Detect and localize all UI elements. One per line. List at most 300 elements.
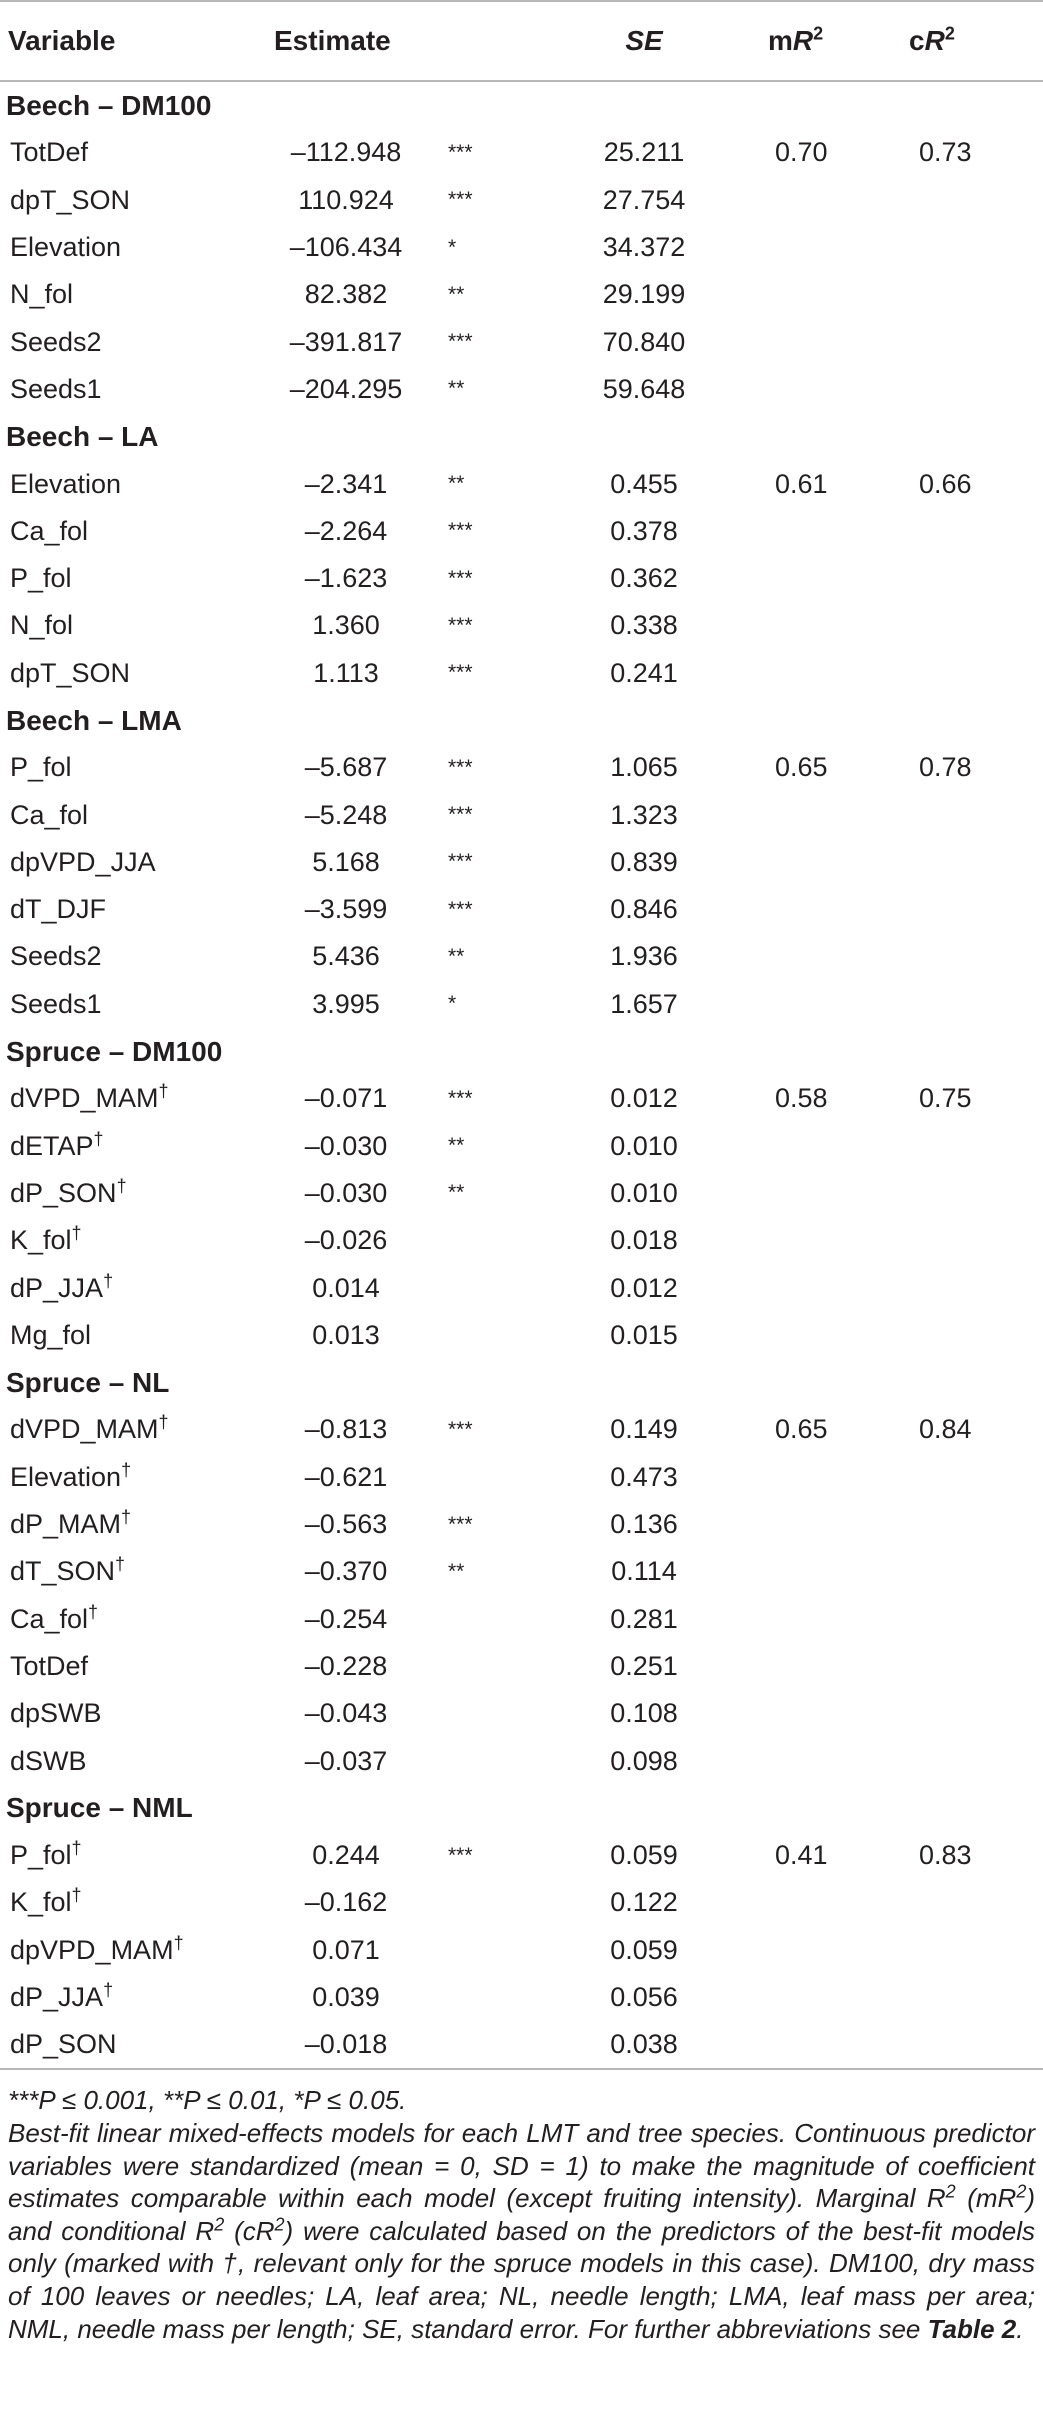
table-row [0, 1217, 1043, 1264]
mr2-cell [740, 1879, 893, 1926]
significance-cell: *** [448, 1843, 473, 1867]
mr2-cell [740, 318, 893, 365]
dagger-mark: † [121, 1459, 132, 1480]
caption-e: ) were calculated based on the predictors of the best-fit models only (marked with †, relevant only for the spruce models in this case). DM100, dry mass of 100 leaves or needles; LA, leaf area; NL, needle length; LMA, leaf mass per area; NML, needle mass per length; SE, standard error. For further abbreviations see [8, 2215, 1035, 2344]
variable-cell [0, 602, 262, 649]
se-cell: 1.936 [610, 941, 678, 972]
table-row [0, 2021, 1043, 2068]
estimate-cell: 110.924 [298, 184, 394, 215]
header-row [0, 1, 1043, 81]
se-cell: 0.136 [610, 1509, 678, 1540]
significance-cell [430, 1596, 548, 1643]
variable-cell [0, 318, 262, 365]
group-title: Spruce – NML [6, 1792, 193, 1824]
variable-name: TotDef [10, 1650, 89, 1681]
estimate-cell: –0.043 [304, 1698, 388, 1729]
estimate-cell: –0.071 [304, 1083, 388, 1114]
se-cell: 27.754 [602, 184, 686, 215]
significance-cell: *** [448, 613, 473, 637]
estimate-cell: –0.813 [304, 1414, 388, 1445]
header-cr2-sup: 2 [944, 23, 955, 44]
significance-cell [430, 1454, 548, 1501]
variable-name: K_fol [10, 1887, 72, 1918]
mr2-cell [740, 602, 893, 649]
se-cell: 0.010 [610, 1177, 678, 1208]
significance-cell: ** [448, 377, 465, 401]
variable-name: dP_MAM [10, 1509, 122, 1540]
estimate-cell: –391.817 [289, 326, 403, 357]
variable-cell [0, 1123, 262, 1170]
table-row [0, 1406, 1043, 1453]
mr2-cell [740, 2021, 893, 2068]
estimate-cell: –112.948 [290, 137, 402, 168]
estimate-cell: 82.382 [304, 279, 388, 310]
variable-cell [0, 933, 262, 980]
se-cell: 0.122 [610, 1887, 678, 1918]
estimate-cell: –0.037 [304, 1745, 388, 1776]
group-row [0, 1359, 1043, 1406]
dagger-mark: † [88, 1601, 99, 1622]
header-mr2-sup: 2 [813, 23, 824, 44]
group-title: Beech – LMA [6, 704, 182, 736]
se-cell: 1.065 [610, 752, 678, 783]
variable-name: Seeds2 [10, 326, 102, 357]
mr2-cell [740, 1170, 893, 1217]
variable-name: dP_SON [10, 1177, 117, 1208]
dagger-mark: † [71, 1223, 82, 1244]
estimate-cell: 5.168 [312, 846, 380, 877]
table-row [0, 177, 1043, 224]
header-mr2 [740, 1, 893, 81]
caption-sup-4: 2 [274, 2214, 285, 2235]
estimate-cell: –0.254 [304, 1603, 388, 1634]
significance-cell [430, 1737, 548, 1784]
estimate-cell: 0.071 [312, 1934, 380, 1965]
significance-cell [430, 1264, 548, 1311]
table-row [0, 1170, 1043, 1217]
variable-cell [0, 177, 262, 224]
cr2-cell [893, 602, 1043, 649]
cr2-cell [893, 508, 1043, 555]
mr2-cell [740, 886, 893, 933]
significance-cell [430, 1643, 548, 1690]
variable-cell [0, 1454, 262, 1501]
caption-sup-2: 2 [1016, 2181, 1027, 2202]
cr2-cell [893, 555, 1043, 602]
header-cr2-r: R [924, 25, 945, 56]
estimate-cell: –1.623 [304, 563, 388, 594]
table-row [0, 791, 1043, 838]
dagger-mark: † [116, 1175, 127, 1196]
table-row [0, 1596, 1043, 1643]
mr2-cell: 0.65 [775, 1414, 828, 1445]
mr2-cell [740, 650, 893, 697]
se-cell: 0.038 [610, 2029, 678, 2060]
table-row [0, 318, 1043, 365]
estimate-cell: 0.039 [312, 1982, 380, 2013]
mr2-cell [740, 224, 893, 271]
se-cell: 0.281 [610, 1603, 678, 1634]
significance-cell [430, 1879, 548, 1926]
significance-cell: *** [448, 897, 473, 921]
se-cell: 0.059 [610, 1840, 678, 1871]
cr2-cell [893, 1690, 1043, 1737]
variable-cell [0, 1312, 262, 1359]
significance-cell: ** [448, 472, 465, 496]
significance-cell: ** [448, 1559, 465, 1583]
dagger-mark: † [93, 1128, 104, 1149]
table-row [0, 271, 1043, 318]
group-row [0, 413, 1043, 460]
variable-cell [0, 1075, 262, 1122]
se-cell: 1.657 [610, 988, 678, 1019]
dagger-mark: † [103, 1270, 114, 1291]
table-row [0, 1832, 1043, 1879]
cr2-cell [893, 1879, 1043, 1926]
cr2-cell [893, 886, 1043, 933]
estimate-cell: 1.113 [313, 657, 379, 688]
variable-name: dP_JJA [10, 1982, 104, 2013]
variable-cell [0, 1264, 262, 1311]
variable-cell [0, 1548, 262, 1595]
cr2-cell: 0.84 [919, 1414, 972, 1445]
significance-cell: ** [448, 282, 465, 306]
cr2-cell [893, 366, 1043, 413]
dagger-mark: † [173, 1932, 184, 1953]
cr2-cell: 0.83 [919, 1840, 972, 1871]
se-cell: 0.473 [610, 1461, 678, 1492]
cr2-cell [893, 1123, 1043, 1170]
variable-cell [0, 1927, 262, 1974]
table-row [0, 744, 1043, 791]
table-row [0, 1264, 1043, 1311]
cr2-cell: 0.75 [919, 1083, 972, 1114]
caption-a: Best-fit linear mixed-effects models for each LMT and tree species. Continuous predictor variables were standardized (mean = 0, SD = 1) to make the magnitude of coefficient estimates comparable within each model (except fruiting intensity). Marginal R [8, 2118, 1035, 2214]
se-cell: 70.840 [602, 326, 686, 357]
variable-name: P_fol [10, 1840, 72, 1871]
cr2-cell [893, 1596, 1043, 1643]
se-cell: 0.338 [610, 610, 678, 641]
significance-cell: *** [448, 566, 473, 590]
estimate-cell: –0.563 [304, 1509, 388, 1540]
cr2-cell [893, 933, 1043, 980]
header-cr2 [893, 1, 1043, 81]
variable-name: dP_SON [10, 2029, 117, 2060]
variable-name: dpVPD_MAM [10, 1934, 174, 1965]
mr2-cell [740, 177, 893, 224]
group-row [0, 81, 1043, 129]
significance-cell: *** [448, 519, 473, 543]
cr2-cell [893, 318, 1043, 365]
table-row [0, 1123, 1043, 1170]
estimate-cell: 1.360 [312, 610, 380, 641]
variable-name: P_fol [10, 563, 72, 594]
table-row [0, 886, 1043, 933]
table-row [0, 981, 1043, 1028]
caption-c: ) and conditional R [8, 2183, 1035, 2246]
estimate-cell: 5.436 [312, 941, 380, 972]
table-row [0, 460, 1043, 507]
significance-cell: *** [448, 330, 473, 354]
variable-cell [0, 839, 262, 886]
mr2-cell [740, 1737, 893, 1784]
estimate-cell: –106.434 [289, 232, 403, 263]
dagger-mark: † [158, 1081, 169, 1102]
cr2-cell [893, 1312, 1043, 1359]
dagger-mark: † [115, 1554, 126, 1575]
table-reference-link[interactable]: Table 2 [927, 2313, 1017, 2344]
header-mr2-r: R [792, 25, 814, 56]
group-title: Beech – LA [6, 420, 159, 452]
variable-cell [0, 271, 262, 318]
variable-name: Ca_fol [10, 799, 89, 830]
mr2-cell [740, 1454, 893, 1501]
significance-cell: * [448, 235, 457, 259]
cr2-cell [893, 1217, 1043, 1264]
cr2-cell [893, 1454, 1043, 1501]
table-row [0, 1548, 1043, 1595]
dagger-mark: † [158, 1412, 169, 1433]
cr2-cell [893, 839, 1043, 886]
mr2-cell [740, 1596, 893, 1643]
variable-cell [0, 555, 262, 602]
cr2-cell [893, 1501, 1043, 1548]
estimate-cell: 0.014 [312, 1272, 380, 1303]
mr2-cell [740, 933, 893, 980]
variable-name: Ca_fol [10, 1603, 89, 1634]
mr2-cell [740, 839, 893, 886]
cr2-cell [893, 1264, 1043, 1311]
table-row [0, 602, 1043, 649]
group-row [0, 1028, 1043, 1075]
estimate-cell: –0.370 [304, 1556, 388, 1587]
mr2-cell: 0.58 [775, 1083, 828, 1114]
table-row [0, 839, 1043, 886]
variable-name: Mg_fol [10, 1319, 92, 1350]
table-row [0, 1075, 1043, 1122]
cr2-cell [893, 1548, 1043, 1595]
variable-cell [0, 1217, 262, 1264]
estimate-cell: 0.013 [312, 1319, 380, 1350]
caption-b: (mR [955, 2183, 1017, 2214]
significance-cell: *** [448, 1512, 473, 1536]
significance-cell: *** [448, 803, 473, 827]
group-title: Spruce – DM100 [6, 1035, 223, 1067]
se-cell: 0.098 [610, 1745, 678, 1776]
estimate-cell: –5.248 [304, 799, 388, 830]
mr2-cell: 0.41 [775, 1840, 828, 1871]
estimate-cell: –0.018 [304, 2029, 388, 2060]
mr2-cell: 0.61 [775, 468, 828, 499]
variable-cell [0, 366, 262, 413]
significance-cell: ** [448, 1134, 465, 1158]
significance-cell [430, 2021, 548, 2068]
table-row [0, 1879, 1043, 1926]
variable-cell [0, 744, 262, 791]
estimate-cell: –0.026 [304, 1225, 388, 1256]
estimate-cell: –3.599 [304, 894, 388, 925]
significance-cell: *** [448, 755, 473, 779]
cr2-cell [893, 1927, 1043, 1974]
variable-name: dT_SON [10, 1556, 116, 1587]
mr2-cell: 0.65 [775, 752, 828, 783]
se-cell: 0.059 [610, 1934, 678, 1965]
estimate-cell: 0.244 [312, 1840, 380, 1871]
table-row [0, 366, 1043, 413]
variable-cell [0, 1643, 262, 1690]
group-row [0, 697, 1043, 744]
table-row [0, 650, 1043, 697]
se-cell: 0.241 [610, 657, 678, 688]
variable-name: dT_DJF [10, 894, 107, 925]
cr2-cell [893, 791, 1043, 838]
variable-name: dpSWB [10, 1698, 102, 1729]
variable-name: dETAP [10, 1130, 94, 1161]
header-significance [430, 1, 548, 81]
caption-sup-3: 2 [214, 2214, 225, 2235]
cr2-cell [893, 224, 1043, 271]
group-title: Spruce – NL [6, 1366, 170, 1398]
significance-cell: * [448, 992, 457, 1016]
variable-cell [0, 1690, 262, 1737]
estimate-cell: –0.162 [304, 1887, 388, 1918]
mr2-cell [740, 791, 893, 838]
caption-d: (cR [224, 2215, 275, 2246]
dagger-mark: † [71, 1838, 82, 1859]
table-body [0, 81, 1043, 2068]
cr2-cell: 0.66 [919, 468, 972, 499]
mr2-cell [740, 1123, 893, 1170]
variable-cell [0, 886, 262, 933]
caption-end: . [1016, 2313, 1024, 2344]
variable-cell [0, 1737, 262, 1784]
variable-name: N_fol [10, 610, 74, 641]
variable-name: dP_JJA [10, 1272, 104, 1303]
se-cell: 0.012 [610, 1083, 678, 1114]
se-cell: 0.015 [610, 1319, 678, 1350]
mr2-cell [740, 1927, 893, 1974]
table-notes [0, 2068, 1043, 2345]
variable-cell [0, 2021, 262, 2068]
se-cell: 0.251 [610, 1650, 678, 1681]
table-row [0, 1454, 1043, 1501]
header-se: SE [548, 1, 740, 81]
variable-name: P_fol [10, 752, 72, 783]
dagger-mark: † [103, 1980, 114, 2001]
se-cell: 34.372 [602, 232, 686, 263]
se-cell: 29.199 [602, 279, 686, 310]
table-row [0, 1927, 1043, 1974]
mr2-cell [740, 1548, 893, 1595]
significance-cell [430, 1974, 548, 2021]
estimate-cell: 3.995 [312, 988, 380, 1019]
cr2-cell: 0.73 [919, 137, 972, 168]
variable-name: Seeds2 [10, 941, 102, 972]
mr2-cell [740, 1690, 893, 1737]
variable-name: dpT_SON [10, 184, 131, 215]
header-estimate: Estimate [262, 1, 430, 81]
significance-note: ***P ≤ 0.001, **P ≤ 0.01, *P ≤ 0.05. [8, 2085, 407, 2116]
header-cr2-prefix: c [909, 25, 925, 56]
estimate-cell: –0.228 [304, 1650, 388, 1681]
se-cell: 0.362 [610, 563, 678, 594]
mr2-cell [740, 1643, 893, 1690]
variable-name: dVPD_MAM [10, 1414, 159, 1445]
se-cell: 0.378 [610, 515, 678, 546]
variable-name: dVPD_MAM [10, 1083, 159, 1114]
mr2-cell [740, 366, 893, 413]
se-cell: 0.839 [610, 846, 678, 877]
mr2-cell [740, 1217, 893, 1264]
cr2-cell [893, 271, 1043, 318]
se-cell: 25.211 [603, 137, 685, 168]
variable-name: dSWB [10, 1745, 87, 1776]
se-cell: 0.846 [610, 894, 678, 925]
cr2-cell [893, 1643, 1043, 1690]
variable-cell [0, 460, 262, 507]
significance-cell: *** [448, 1417, 473, 1441]
mr2-cell [740, 555, 893, 602]
table-row [0, 129, 1043, 176]
se-cell: 0.108 [610, 1698, 678, 1729]
estimate-cell: –0.030 [304, 1130, 388, 1161]
estimate-cell: –5.687 [304, 752, 388, 783]
variable-name: Ca_fol [10, 515, 89, 546]
variable-cell [0, 981, 262, 1028]
header-variable: Variable [0, 1, 262, 81]
variable-cell [0, 1501, 262, 1548]
significance-cell: ** [448, 944, 465, 968]
se-cell: 1.323 [610, 799, 678, 830]
cr2-cell [893, 1170, 1043, 1217]
variable-cell [0, 1406, 262, 1453]
group-title: Beech – DM100 [6, 89, 212, 121]
mr2-cell [740, 1501, 893, 1548]
table-row [0, 224, 1043, 271]
mr2-cell [740, 981, 893, 1028]
significance-cell [430, 1312, 548, 1359]
se-cell: 0.114 [611, 1556, 677, 1587]
dagger-mark: † [121, 1507, 132, 1528]
dagger-mark: † [71, 1885, 82, 1906]
mr2-cell [740, 1264, 893, 1311]
significance-cell: *** [448, 1086, 473, 1110]
mr2-cell [740, 271, 893, 318]
cr2-cell [893, 981, 1043, 1028]
caption-sup-1: 2 [945, 2181, 956, 2202]
cr2-cell: 0.78 [919, 752, 972, 783]
variable-name: K_fol [10, 1225, 72, 1256]
table-row [0, 1737, 1043, 1784]
variable-name: Seeds1 [10, 373, 102, 404]
significance-cell [430, 1927, 548, 1974]
estimate-cell: –2.264 [304, 515, 388, 546]
se-cell: 0.149 [610, 1414, 678, 1445]
variable-cell [0, 129, 262, 176]
significance-cell: *** [448, 850, 473, 874]
mr2-cell: 0.70 [775, 137, 828, 168]
variable-cell [0, 1170, 262, 1217]
cr2-cell [893, 650, 1043, 697]
variable-name: dpVPD_JJA [10, 846, 156, 877]
table-row [0, 508, 1043, 555]
significance-cell: *** [448, 661, 473, 685]
mr2-cell [740, 1312, 893, 1359]
table-row [0, 933, 1043, 980]
variable-name: Elevation [10, 1461, 122, 1492]
mr2-cell [740, 508, 893, 555]
se-cell: 0.455 [610, 468, 678, 499]
